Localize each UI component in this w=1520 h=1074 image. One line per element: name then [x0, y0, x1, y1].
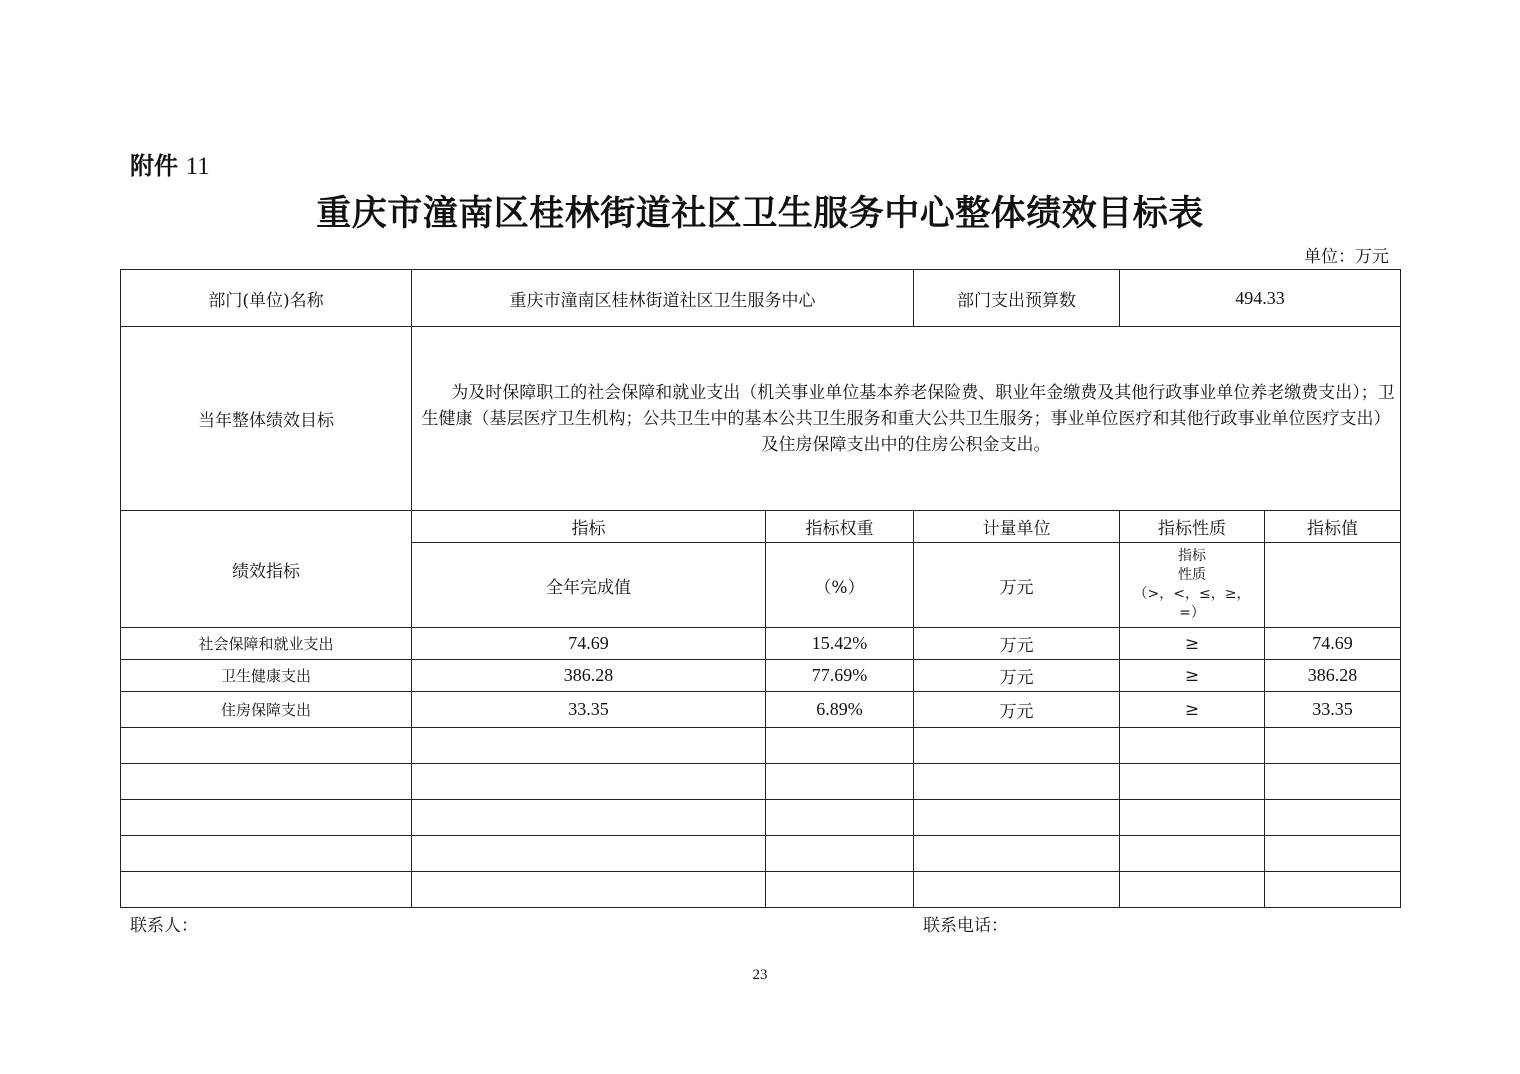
row-unit: 万元 — [914, 660, 1120, 692]
row-name: 卫生健康支出 — [121, 660, 412, 692]
attachment-number: 11 — [185, 153, 210, 180]
attachment-label — [130, 146, 210, 181]
dept-name: 重庆市潼南区桂林街道社区卫生服务中心 — [412, 270, 914, 327]
sub-nature-line1: 指标 — [1178, 548, 1206, 564]
perf-label: 绩效指标 — [121, 511, 412, 628]
contact-person: 联系人： — [130, 916, 198, 936]
budget-value: 494.33 — [1120, 270, 1401, 327]
unit-label: 单位：万元 — [1304, 247, 1389, 267]
sub-nature-line3: （>，<，≤，≥， — [1133, 586, 1251, 602]
col-unit: 计量单位 — [914, 511, 1120, 543]
row-weight: 77.69% — [766, 660, 914, 692]
sub-unit: 万元 — [914, 543, 1120, 628]
sub-indicator: 全年完成值 — [412, 543, 766, 628]
row-indicator: 74.69 — [412, 628, 766, 660]
empty-row — [121, 836, 1401, 872]
page-title: 重庆市潼南区桂林街道社区卫生服务中心整体绩效目标表 — [316, 194, 1204, 234]
col-value: 指标值 — [1265, 511, 1401, 543]
empty-row — [121, 872, 1401, 908]
row-value: 33.35 — [1265, 692, 1401, 728]
col-nature: 指标性质 — [1120, 511, 1265, 543]
goal-text: 为及时保障职工的社会保障和就业支出（机关事业单位基本养老保险费、职业年金缴费及其他行政事业单位养老缴费支出）；卫生健康（基层医疗卫生机构；公共卫生中的基本公共卫生服务和重大公共卫生服务；事业单位医疗和其他行政事业单位医疗支出）及住房保障支出中的住房公积金支出。 — [421, 382, 1395, 455]
row-name: 社会保障和就业支出 — [121, 628, 412, 660]
row-weight: 15.42% — [766, 628, 914, 660]
table-row — [121, 660, 1401, 692]
row-unit: 万元 — [914, 692, 1120, 728]
row-nature: ≥ — [1120, 628, 1265, 660]
sub-weight: （%） — [766, 543, 914, 628]
row-nature: ≥ — [1120, 692, 1265, 728]
col-indicator: 指标 — [412, 511, 766, 543]
contact-phone: 联系电话： — [923, 916, 1008, 936]
goal-label: 当年整体绩效目标 — [121, 327, 412, 511]
empty-row — [121, 764, 1401, 800]
empty-row — [121, 728, 1401, 764]
row-value: 74.69 — [1265, 628, 1401, 660]
row-nature: ≥ — [1120, 660, 1265, 692]
dept-row — [121, 270, 1401, 327]
dept-label: 部门(单位)名称 — [121, 270, 412, 327]
row-indicator: 386.28 — [412, 660, 766, 692]
sub-nature-line2: 性质 — [1178, 567, 1206, 583]
header-row — [121, 511, 1401, 543]
page-number: 23 — [752, 967, 768, 983]
goal-cell — [412, 327, 1401, 511]
row-indicator: 33.35 — [412, 692, 766, 728]
performance-table — [120, 269, 1401, 908]
row-value: 386.28 — [1265, 660, 1401, 692]
attachment-text: 附件 — [130, 152, 178, 180]
col-weight: 指标权重 — [766, 511, 914, 543]
sub-nature-line4: =） — [1179, 605, 1205, 621]
budget-label: 部门支出预算数 — [914, 270, 1120, 327]
goal-row — [121, 327, 1401, 511]
empty-row — [121, 800, 1401, 836]
row-name: 住房保障支出 — [121, 692, 412, 728]
sub-nature — [1120, 543, 1265, 628]
sub-value — [1265, 543, 1401, 628]
row-weight: 6.89% — [766, 692, 914, 728]
table-row — [121, 692, 1401, 728]
row-unit: 万元 — [914, 628, 1120, 660]
table-row — [121, 628, 1401, 660]
